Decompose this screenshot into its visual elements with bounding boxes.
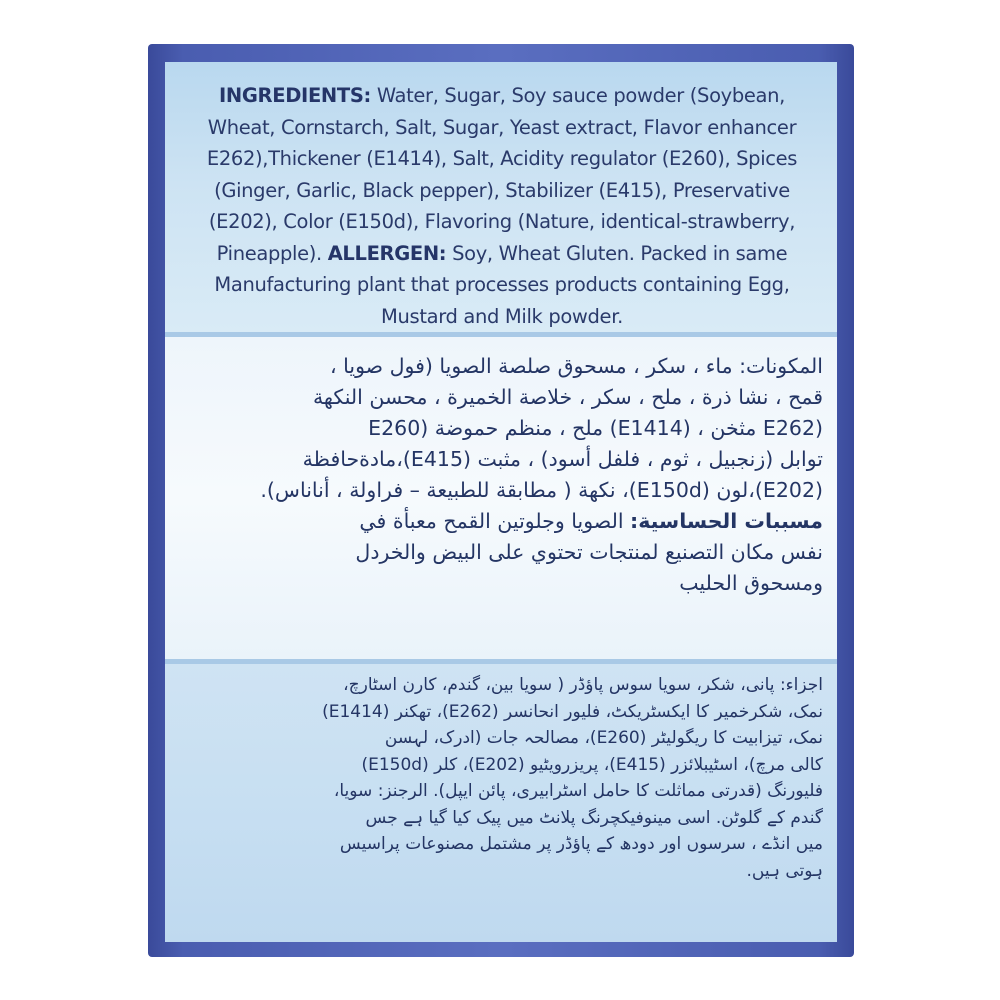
english-line-6-start: Pineapple). xyxy=(216,241,328,265)
english-line-2: Wheat, Cornstarch, Salt, Sugar, Yeast extract, Flavor enhancer xyxy=(207,115,797,139)
arabic-line-7: نفس مكان التصنيع لمنتجات تحتوي على البيض والخردل xyxy=(355,540,823,564)
english-line-6 xyxy=(181,238,823,270)
english-line-1 xyxy=(181,80,823,112)
english-line-8: Mustard and Milk powder. xyxy=(381,304,623,328)
english-line-7: Manufacturing plant that processes products containing Egg, xyxy=(214,273,790,296)
urdu-line-1: اجزاء: پانی، شکر، سویا سوس پاؤڈر ( سویا بین، گندم، کارن اسٹارچ، xyxy=(343,675,823,695)
english-ingredients-section xyxy=(165,62,837,332)
arabic-line-3: (E262 مثخن ، (E1414) ملح ، منظم حموضة (E260 xyxy=(368,416,823,440)
allergen-text: Soy, Wheat Gluten. Packed in same xyxy=(446,241,788,265)
urdu-line-8: ہوتی ہیں. xyxy=(746,860,823,881)
urdu-ingredients-section xyxy=(165,664,837,942)
urdu-line-7: میں انڈے ، سرسوں اور دودھ کے پاؤڈر پر مشتمل مصنوعات پراسیس xyxy=(339,834,823,854)
arabic-line-2: قمح ، نشا ذرة ، ملح ، سكر ، خلاصة الخميرة ، محسن النكهة xyxy=(312,385,823,409)
ingredients-label xyxy=(165,62,837,942)
arabic-line-1: المكونات: ماء ، سكر ، مسحوق صلصة الصويا (فول صويا ، xyxy=(329,354,823,378)
arabic-line-5: (E202)،لون (E150d)، نكهة ( مطابقة للطبيعة – فراولة ، أناناس). xyxy=(260,478,823,502)
urdu-line-6: گندم کے گلوٹن. اسی مینوفیکچرنگ پلانٹ میں پیک کیا گیا ہے جس xyxy=(365,807,823,828)
ingredients-heading: INGREDIENTS: xyxy=(219,84,371,107)
urdu-line-4: کالی مرچ)، اسٹیبلائزر (E415)، پریزرویٹیو (E202)، کلر (E150d) xyxy=(361,754,823,775)
urdu-line-2: نمک، شکرخمیر کا ایکسٹریکٹ، فلیور انحانسر (E262)، تھکنر (E1414) xyxy=(322,701,823,722)
arabic-line-8: ومسحوق الحليب xyxy=(679,571,823,595)
arabic-allergen-heading: مسببات الحساسية: xyxy=(630,509,823,533)
arabic-line-4: توابل (زنجبيل ، ثوم ، فلفل أسود) ، مثبت (E415)،مادةحافظة xyxy=(302,447,823,471)
urdu-line-5: فلیورنگ (قدرتی مماثلت کا حامل اسٹرابیری، پائن ایپل). الرجنز: سویا، xyxy=(333,781,823,801)
english-line-5: (E202), Color (E150d), Flavoring (Nature, identical-strawberry, xyxy=(208,210,796,233)
allergen-heading: ALLERGEN: xyxy=(327,241,447,265)
arabic-ingredients-section xyxy=(165,337,837,659)
arabic-allergen-text: الصويا وجلوتين القمح معبأة في xyxy=(359,509,631,533)
english-line-4: (Ginger, Garlic, Black pepper), Stabilizer (E415), Preservative xyxy=(214,178,790,202)
arabic-allergen-line xyxy=(179,506,823,537)
english-line-3: E262),Thickener (E1414), Salt, Acidity regulator (E260), Spices xyxy=(206,147,798,170)
urdu-line-3: نمک، تیزابیت کا ریگولیٹر (E260)، مصالحہ جات (ادرک، لہسن xyxy=(384,728,823,748)
english-ingredients-text: Water, Sugar, Soy sauce powder (Soybean, xyxy=(370,84,785,107)
